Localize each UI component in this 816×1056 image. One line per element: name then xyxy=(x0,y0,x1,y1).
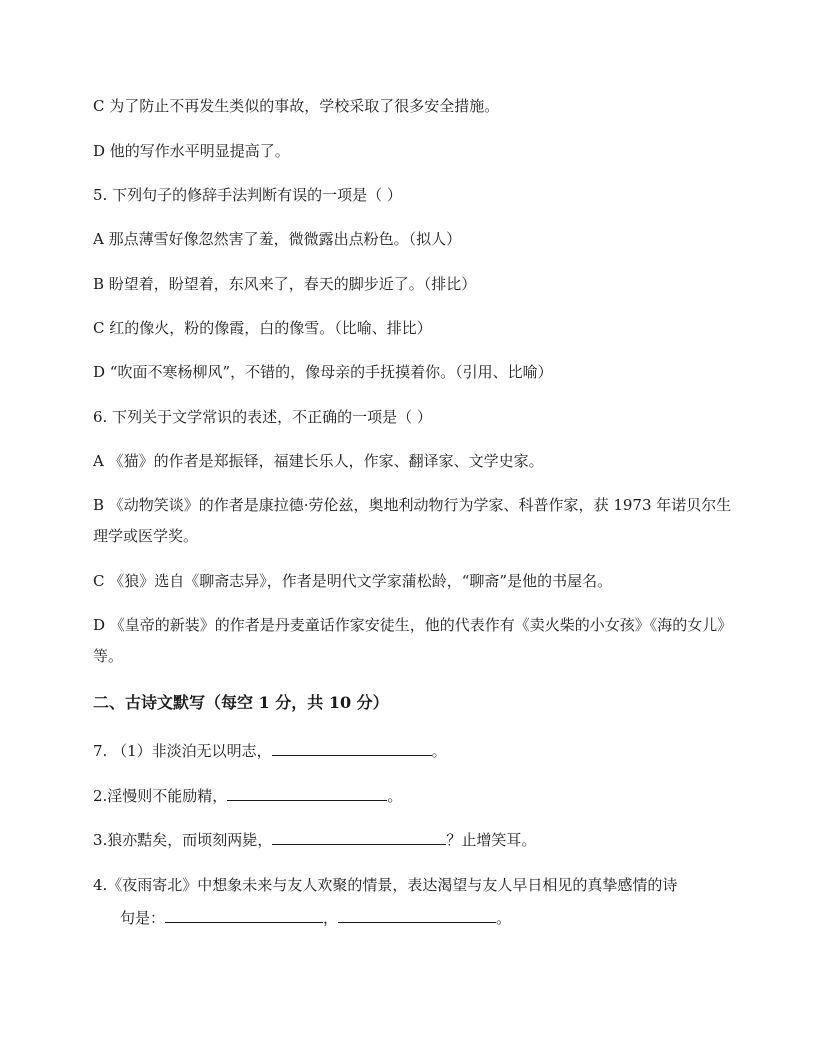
q5-stem: 5. 下列句子的修辞手法判断有误的一项是（ ） xyxy=(93,186,402,204)
answer-blank[interactable] xyxy=(165,908,323,923)
q7-4-suffix: 。 xyxy=(496,909,512,927)
q5-option-c: C 红的像火，粉的像霞，白的像雪。（比喻、排比） xyxy=(93,319,432,337)
q7-3-suffix: ？止增笑耳。 xyxy=(446,831,537,849)
q7-1-suffix: 。 xyxy=(431,742,447,760)
q6-stem: 6. 下列关于文学常识的表述，不正确的一项是（ ） xyxy=(93,408,432,426)
answer-blank[interactable] xyxy=(272,741,432,756)
q5-option-b: B 盼望着，盼望着，东风来了，春天的脚步近了。（排比） xyxy=(93,275,477,293)
answer-blank[interactable] xyxy=(227,786,387,801)
q6-option-a: A 《猫》的作者是郑振铎，福建长乐人，作家、翻译家、文学史家。 xyxy=(93,452,544,470)
answer-blank[interactable] xyxy=(272,830,446,845)
q7-2-prefix: 2.淫慢则不能励精， xyxy=(93,787,228,805)
q7-4-line2 xyxy=(93,908,760,928)
q5-option-a: A 那点薄雪好像忽然害了羞，微微露出点粉色。（拟人） xyxy=(93,230,462,248)
q7-3-prefix: 3.狼亦黠矣，而顷刻两毙， xyxy=(93,831,273,849)
q7-4-prefix: 句是： xyxy=(120,909,166,927)
section-heading: 二、古诗文默写（每空 1 分，共 10 分） xyxy=(93,693,389,712)
q7-1-prefix: 7. （1）非淡泊无以明志， xyxy=(93,742,272,760)
answer-blank[interactable] xyxy=(338,908,496,923)
q7-4-mid: ， xyxy=(323,909,339,927)
q6-option-d: D 《皇帝的新装》的作者是丹麦童话作家安徒生，他的代表作有《卖火柴的小女孩》《海的女儿》等。 xyxy=(93,616,733,665)
q7-3 xyxy=(93,830,733,850)
q4-option-d: D 他的写作水平明显提高了。 xyxy=(93,142,290,160)
q5-option-d: D “吹面不寒杨柳风”，不错的，像母亲的手抚摸着你。（引用、比喻） xyxy=(93,363,553,381)
q7-4-line1: 4.《夜雨寄北》中想象未来与友人欢聚的情景，表达渴望与友人早日相见的真挚感情的诗 xyxy=(93,876,678,894)
q7-1 xyxy=(93,741,733,761)
q7-2 xyxy=(93,786,733,806)
q7-2-suffix: 。 xyxy=(387,787,403,805)
q6-option-b: B 《动物笑谈》的作者是康拉德·劳伦兹，奥地利动物行为学家、科普作家，获 1973 年诺贝尔生理学或医学奖。 xyxy=(93,496,732,545)
q4-option-c: C 为了防止不再发生类似的事故，学校采取了很多安全措施。 xyxy=(93,97,500,115)
q6-option-c: C 《狼》选自《聊斋志异》，作者是明代文学家蒲松龄，“聊斋”是他的书屋名。 xyxy=(93,572,613,590)
